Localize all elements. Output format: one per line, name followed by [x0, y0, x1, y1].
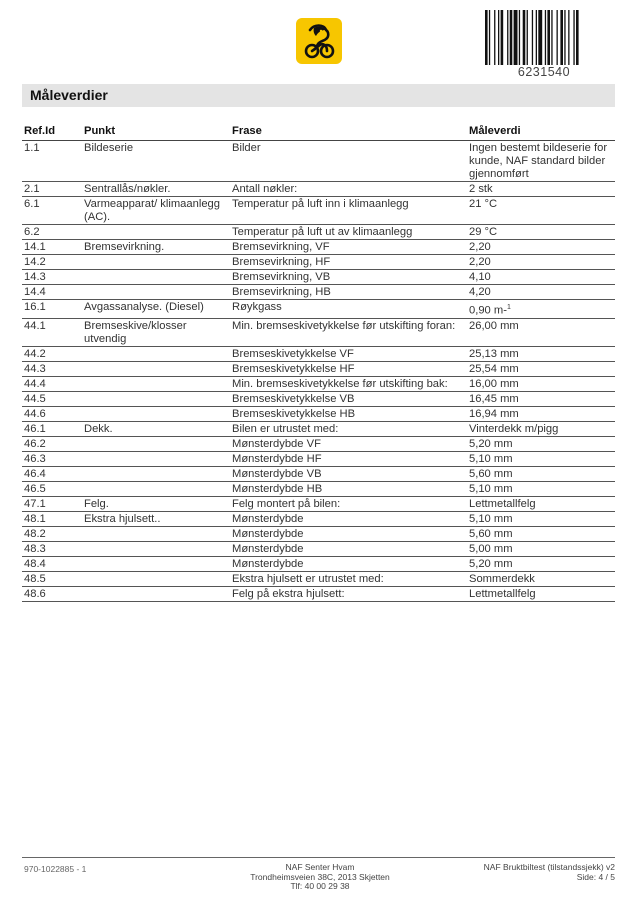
cell-maleverdi: 5,10 mm [466, 482, 615, 497]
cell-maleverdi: 4,10 [466, 270, 615, 285]
cell-frase: Bilder [229, 141, 466, 182]
cell-frase: Bremsevirkning, HF [229, 255, 466, 270]
table-row [22, 512, 615, 527]
table-row [22, 377, 615, 392]
cell-maleverdi: 2,20 [466, 240, 615, 255]
cell-maleverdi: 25,13 mm [466, 347, 615, 362]
cell-maleverdi: 16,45 mm [466, 392, 615, 407]
cell-ref-id: 6.2 [22, 225, 81, 240]
header-maleverdi: Måleverdi [469, 125, 521, 137]
table-row [22, 197, 615, 225]
cell-frase: Mønsterdybde HF [229, 452, 466, 467]
cell-maleverdi: 5,20 mm [466, 437, 615, 452]
cell-ref-id: 44.4 [22, 377, 81, 392]
cell-maleverdi: Sommerdekk [466, 572, 615, 587]
header-frase: Frase [232, 125, 262, 137]
cell-maleverdi: 5,60 mm [466, 527, 615, 542]
table-row [22, 572, 615, 587]
cell-punkt [81, 347, 229, 362]
cell-frase: Bremsevirkning, VB [229, 270, 466, 285]
cell-maleverdi: 0,90 m-$^1$ [466, 300, 615, 319]
cell-ref-id: 46.2 [22, 437, 81, 452]
cell-maleverdi: 5,10 mm [466, 512, 615, 527]
table-row [22, 482, 615, 497]
cell-ref-id: 44.6 [22, 407, 81, 422]
cell-frase: Ekstra hjulsett er utrustet med: [229, 572, 466, 587]
cell-ref-id: 48.6 [22, 587, 81, 602]
cell-maleverdi: Lettmetallfelg [466, 497, 615, 512]
cell-maleverdi: 25,54 mm [466, 362, 615, 377]
cell-ref-id: 14.4 [22, 285, 81, 300]
table-row [22, 392, 615, 407]
footer-report-name: NAF Bruktbiltest (tilstandssjekk) v2 [483, 862, 615, 872]
cell-punkt: Dekk. [81, 422, 229, 437]
footer-phone: Tlf: 40 00 29 38 [290, 881, 350, 891]
cell-punkt [81, 542, 229, 557]
barcode [485, 10, 603, 65]
cell-punkt [81, 587, 229, 602]
cell-maleverdi: 21 °C [466, 197, 615, 225]
cell-frase: Bremsevirkning, VF [229, 240, 466, 255]
section-header [22, 84, 615, 107]
cell-punkt [81, 392, 229, 407]
naf-lion-logo-icon [296, 18, 342, 64]
footer-report-info [484, 863, 615, 882]
cell-punkt [81, 557, 229, 572]
cell-maleverdi: 16,94 mm [466, 407, 615, 422]
table-row [22, 225, 615, 240]
footer-address [220, 863, 420, 892]
cell-maleverdi: 5,10 mm [466, 452, 615, 467]
cell-frase: Mønsterdybde HB [229, 482, 466, 497]
cell-maleverdi: Vinterdekk m/pigg [466, 422, 615, 437]
cell-frase: Felg montert på bilen: [229, 497, 466, 512]
cell-frase: Temperatur på luft inn i klimaanlegg [229, 197, 466, 225]
table-row [22, 270, 615, 285]
cell-frase: Mønsterdybde VB [229, 467, 466, 482]
table-row [22, 141, 615, 182]
table-row [22, 319, 615, 347]
cell-frase: Min. bremseskivetykkelse før utskifting bak: [229, 377, 466, 392]
cell-ref-id: 46.4 [22, 467, 81, 482]
footer-page-number: Side: 4 / 5 [576, 871, 615, 882]
cell-punkt [81, 255, 229, 270]
table-row [22, 347, 615, 362]
cell-maleverdi: 2,20 [466, 255, 615, 270]
cell-ref-id: 48.3 [22, 542, 81, 557]
footer-divider [22, 857, 615, 858]
cell-punkt [81, 285, 229, 300]
header-punkt: Punkt [84, 125, 116, 137]
cell-ref-id: 48.5 [22, 572, 81, 587]
cell-frase: Mønsterdybde [229, 542, 466, 557]
cell-punkt [81, 377, 229, 392]
table-row [22, 557, 615, 572]
table-row [22, 182, 615, 197]
cell-punkt: Varmeapparat/ klimaanlegg (AC). [81, 197, 229, 225]
table-body [22, 141, 615, 602]
cell-frase: Bremseskivetykkelse HF [229, 362, 466, 377]
cell-ref-id: 14.2 [22, 255, 81, 270]
cell-punkt: Bremsevirkning. [81, 240, 229, 255]
table-row [22, 542, 615, 557]
cell-maleverdi: 29 °C [466, 225, 615, 240]
table-row [22, 240, 615, 255]
cell-frase: Temperatur på luft ut av klimaanlegg [229, 225, 466, 240]
cell-ref-id: 44.3 [22, 362, 81, 377]
table-row [22, 467, 615, 482]
table-row [22, 587, 615, 602]
cell-frase: Røykgass [229, 300, 466, 319]
cell-ref-id: 46.1 [22, 422, 81, 437]
cell-ref-id: 48.4 [22, 557, 81, 572]
cell-ref-id: 48.1 [22, 512, 81, 527]
cell-frase: Bremseskivetykkelse VB [229, 392, 466, 407]
cell-maleverdi: 5,20 mm [466, 557, 615, 572]
cell-punkt [81, 572, 229, 587]
cell-ref-id: 1.1 [22, 141, 81, 182]
cell-ref-id: 2.1 [22, 182, 81, 197]
table-row [22, 527, 615, 542]
cell-punkt [81, 270, 229, 285]
table-row [22, 497, 615, 512]
table-row [22, 407, 615, 422]
measurements-table [22, 123, 615, 602]
cell-frase: Mønsterdybde VF [229, 437, 466, 452]
cell-frase: Mønsterdybde [229, 557, 466, 572]
table-row [22, 255, 615, 270]
cell-frase: Mønsterdybde [229, 512, 466, 527]
cell-ref-id: 46.5 [22, 482, 81, 497]
cell-maleverdi: 5,60 mm [466, 467, 615, 482]
table-row [22, 422, 615, 437]
cell-maleverdi: 26,00 mm [466, 319, 615, 347]
footer-company: NAF Senter Hvam [285, 862, 355, 872]
cell-ref-id: 48.2 [22, 527, 81, 542]
cell-maleverdi: 5,00 mm [466, 542, 615, 557]
cell-maleverdi: 2 stk [466, 182, 615, 197]
footer-doc-id: 970-1022885 - 1 [24, 864, 87, 874]
cell-punkt: Bremseskive/klosser utvendig [81, 319, 229, 347]
cell-punkt: Bildeserie [81, 141, 229, 182]
cell-punkt: Ekstra hjulsett.. [81, 512, 229, 527]
footer-street: Trondheimsveien 38C, 2013 Skjetten [250, 871, 390, 882]
cell-ref-id: 14.1 [22, 240, 81, 255]
cell-punkt [81, 437, 229, 452]
cell-ref-id: 6.1 [22, 197, 81, 225]
cell-frase: Min. bremseskivetykkelse før utskifting foran: [229, 319, 466, 347]
table-header [22, 123, 615, 141]
cell-punkt [81, 407, 229, 422]
cell-punkt [81, 527, 229, 542]
cell-frase: Felg på ekstra hjulsett: [229, 587, 466, 602]
cell-frase: Bilen er utrustet med: [229, 422, 466, 437]
cell-frase: Bremseskivetykkelse VF [229, 347, 466, 362]
table-row [22, 437, 615, 452]
table-row [22, 452, 615, 467]
cell-punkt [81, 467, 229, 482]
barcode-number: 6231540 [517, 65, 571, 79]
cell-punkt: Felg. [81, 497, 229, 512]
section-title: Måleverdier [30, 87, 108, 103]
cell-punkt [81, 225, 229, 240]
cell-ref-id: 46.3 [22, 452, 81, 467]
cell-frase: Mønsterdybde [229, 527, 466, 542]
cell-ref-id: 44.1 [22, 319, 81, 347]
cell-maleverdi: 4,20 [466, 285, 615, 300]
cell-frase: Antall nøkler: [229, 182, 466, 197]
unit-exponent: 1 [506, 304, 511, 311]
cell-punkt [81, 452, 229, 467]
cell-frase: Bremsevirkning, HB [229, 285, 466, 300]
cell-punkt: Avgassanalyse. (Diesel) [81, 300, 229, 319]
cell-ref-id: 44.2 [22, 347, 81, 362]
cell-ref-id: 14.3 [22, 270, 81, 285]
cell-ref-id: 16.1 [22, 300, 81, 319]
table-row [22, 300, 615, 319]
naf-logo [296, 18, 342, 64]
cell-maleverdi: 16,00 mm [466, 377, 615, 392]
cell-frase: Bremseskivetykkelse HB [229, 407, 466, 422]
cell-punkt: Sentrallås/nøkler. [81, 182, 229, 197]
cell-maleverdi: Ingen bestemt bildeserie for kunde, NAF standard bilder gjennomført [466, 141, 615, 182]
cell-punkt [81, 482, 229, 497]
cell-ref-id: 47.1 [22, 497, 81, 512]
header-ref-id: Ref.Id [24, 125, 56, 137]
table-row [22, 362, 615, 377]
table-row [22, 285, 615, 300]
cell-punkt [81, 362, 229, 377]
cell-maleverdi: Lettmetallfelg [466, 587, 615, 602]
cell-ref-id: 44.5 [22, 392, 81, 407]
